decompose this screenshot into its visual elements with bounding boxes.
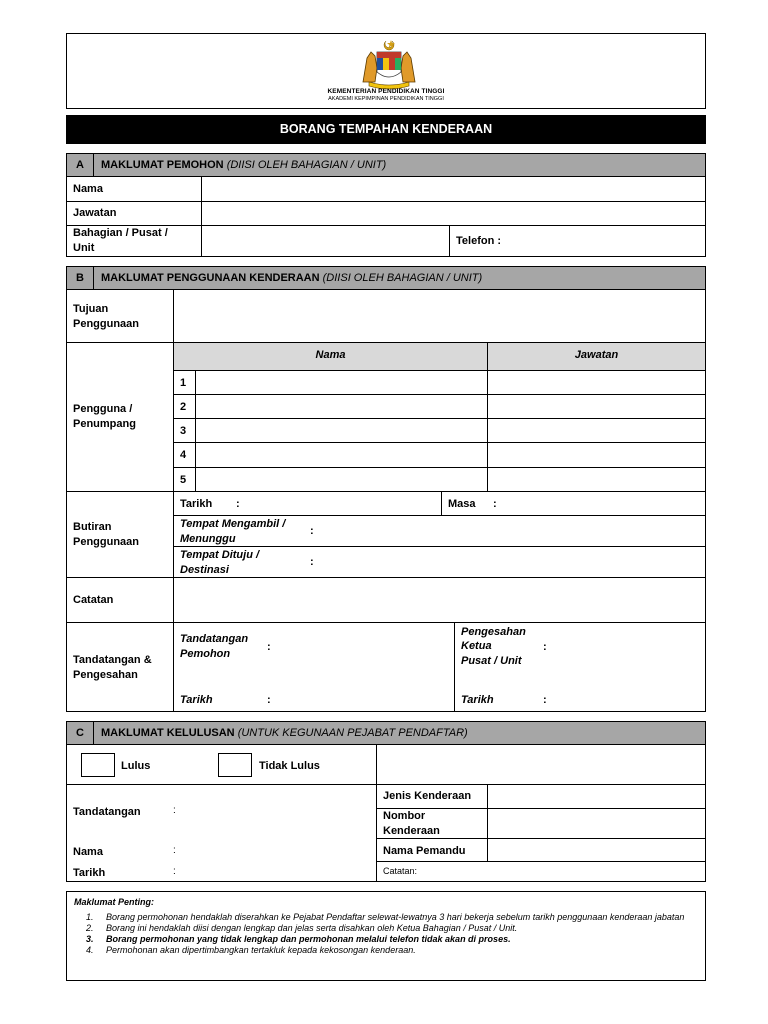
- label-butiran-1: Butiran: [73, 521, 112, 533]
- label-pengguna-1: Pengguna /: [73, 403, 133, 415]
- input-nombor-kenderaan[interactable]: [488, 809, 705, 838]
- label-jawatan: Jawatan: [73, 207, 117, 219]
- input-bahagian[interactable]: [202, 226, 449, 256]
- c-tarikh-colon: :: [173, 866, 176, 877]
- label-ttd-pemohon-2: Pemohon: [180, 648, 231, 660]
- label-tujuan-1: Tujuan: [73, 303, 109, 315]
- label-tujuan-2: Penggunaan: [73, 318, 140, 330]
- section-b-title: MAKLUMAT PENGGUNAAN KENDERAAN (DIISI OLEH BAHAGIAN / UNIT): [101, 272, 483, 284]
- input-jenis-kenderaan[interactable]: [488, 785, 705, 808]
- input-masa[interactable]: [500, 492, 705, 515]
- label-pengguna-2: Penumpang: [73, 418, 136, 430]
- input-c-tarikh[interactable]: [182, 862, 372, 880]
- input-pengguna-jawatan-4[interactable]: [488, 443, 705, 467]
- input-pengguna-nama-2[interactable]: [196, 395, 487, 418]
- input-pengguna-jawatan-3[interactable]: [488, 419, 705, 442]
- input-pengguna-jawatan-5[interactable]: [488, 468, 705, 491]
- tempat-ambil-colon: :: [310, 525, 314, 537]
- label-tandatangan-2: Pengesahan: [73, 669, 138, 681]
- input-c-nama[interactable]: [182, 840, 372, 860]
- form-title-bar: [66, 115, 706, 144]
- label-nombor-2: Kenderaan: [383, 825, 440, 837]
- notes-list: [70, 912, 698, 956]
- label-pengesahan-1: Pengesahan: [461, 626, 526, 638]
- row-num-3: 3: [180, 425, 187, 437]
- label-tidak-lulus: Tidak Lulus: [259, 760, 320, 772]
- label-tarikh-pemohon: Tarikh: [180, 694, 213, 706]
- label-c-tandatangan: Tandatangan: [73, 806, 141, 818]
- input-pengguna-nama-5[interactable]: [196, 468, 487, 491]
- header-box: [66, 33, 706, 109]
- input-tarikh-pemohon[interactable]: [276, 688, 451, 710]
- input-nama[interactable]: [202, 178, 705, 201]
- checkbox-tidak-lulus[interactable]: [218, 753, 252, 777]
- input-pengguna-jawatan-1[interactable]: [488, 371, 705, 394]
- label-tempat-tuju-2: Destinasi: [180, 564, 229, 576]
- section-c-title: MAKLUMAT KELULUSAN (UNTUK KEGUNAAN PEJABAT PENDAFTAR): [101, 727, 468, 739]
- notes-box: [66, 891, 706, 981]
- section-a-header: [66, 153, 706, 177]
- label-telefon: Telefon :: [456, 235, 502, 247]
- label-c-catatan: Catatan:: [383, 866, 418, 876]
- input-catatan[interactable]: [174, 578, 705, 622]
- c-nama-colon: :: [173, 845, 176, 856]
- academy-name: AKADEMI KEPIMPINAN PENDIDIKAN TINGGI: [328, 96, 444, 102]
- pengesahan-colon: :: [543, 641, 547, 653]
- label-lulus: Lulus: [121, 760, 151, 772]
- label-tempat-ambil-1: Tempat Mengambil /: [180, 518, 286, 530]
- input-pengguna-jawatan-2[interactable]: [488, 395, 705, 418]
- section-c-header: [66, 721, 706, 745]
- tarikh-pengesahan-colon: :: [543, 694, 547, 706]
- tempat-tuju-colon: :: [310, 556, 314, 568]
- row-num-4: 4: [180, 449, 187, 461]
- col-jawatan-header: Jawatan: [574, 349, 619, 361]
- label-pengesahan-2: Ketua: [461, 640, 492, 652]
- input-pengguna-nama-1[interactable]: [196, 371, 487, 394]
- row-num-1: 1: [180, 377, 187, 389]
- masa-colon: :: [493, 498, 497, 510]
- label-nama-pemandu: Nama Pemandu: [383, 845, 466, 857]
- coat-of-arms-icon: [359, 38, 419, 90]
- section-a-letter: A: [67, 154, 94, 176]
- ministry-name: KEMENTERIAN PENDIDIKAN TINGGI: [327, 88, 445, 95]
- input-tujuan[interactable]: [174, 291, 705, 342]
- section-c-letter: C: [67, 722, 94, 744]
- input-c-tandatangan[interactable]: [182, 790, 372, 825]
- label-tarikh-pengesahan: Tarikh: [461, 694, 494, 706]
- label-c-nama: Nama: [73, 846, 103, 858]
- section-b-header: [66, 266, 706, 290]
- label-bahagian-2: Unit: [73, 242, 95, 254]
- label-ttd-pemohon-1: Tandatangan: [180, 633, 249, 645]
- note-item: 2. Borang ini hendaklah diisi dengan lengkap dan jelas serta disahkan oleh Ketua Bahagian / Pusat / Unit.: [86, 923, 518, 933]
- checkbox-lulus[interactable]: [81, 753, 115, 777]
- c-tandatangan-colon: :: [173, 805, 176, 816]
- input-tempat-tuju[interactable]: [320, 547, 705, 577]
- label-bahagian-1: Bahagian / Pusat /: [73, 227, 168, 239]
- row-num-5: 5: [180, 474, 187, 486]
- input-tarikh-pengesahan[interactable]: [552, 688, 704, 710]
- input-pengguna-nama-3[interactable]: [196, 419, 487, 442]
- input-jawatan[interactable]: [202, 202, 705, 225]
- label-tandatangan-1: Tandatangan &: [73, 654, 152, 666]
- input-tarikh[interactable]: [244, 492, 441, 515]
- note-item: 3. Borang permohonan yang tidak lengkap dan permohonan melalui telefon tidak akan di proses.: [86, 934, 511, 944]
- input-pengguna-nama-4[interactable]: [196, 443, 487, 467]
- col-nama-header: Nama: [315, 349, 346, 361]
- label-nombor-1: Nombor: [383, 810, 426, 822]
- row-num-2: 2: [180, 401, 187, 413]
- label-pengesahan-3: Pusat / Unit: [461, 655, 522, 667]
- input-ttd-pemohon[interactable]: [276, 626, 451, 682]
- label-catatan: Catatan: [73, 594, 114, 606]
- form-title: BORANG TEMPAHAN KENDERAAN: [279, 122, 493, 136]
- label-tempat-tuju-1: Tempat Dituju /: [180, 549, 260, 561]
- label-nama: Nama: [73, 183, 103, 195]
- label-tempat-ambil-2: Menunggu: [180, 533, 236, 545]
- label-jenis-kenderaan: Jenis Kenderaan: [383, 790, 472, 802]
- note-item: 1. Borang permohonan hendaklah diserahkan ke Pejabat Pendaftar selewat-lewatnya 3 hari bekerja sebelum tarikh penggunaan kenderaan jabatan: [86, 912, 685, 922]
- input-tempat-ambil[interactable]: [320, 516, 705, 546]
- input-c-catatan[interactable]: [425, 863, 705, 881]
- note-item: 4. Permohonan akan dipertimbangkan tertakluk kepada kekosongan kenderaan.: [86, 945, 416, 955]
- input-nama-pemandu[interactable]: [488, 839, 705, 861]
- tarikh-pemohon-colon: :: [267, 694, 271, 706]
- input-pengesahan[interactable]: [552, 626, 704, 682]
- notes-title: Maklumat Penting:: [74, 897, 155, 907]
- input-telefon[interactable]: [510, 226, 705, 256]
- section-b-letter: B: [67, 267, 94, 289]
- section-a-title: MAKLUMAT PEMOHON (DIISI OLEH BAHAGIAN / UNIT): [101, 159, 387, 171]
- label-c-tarikh: Tarikh: [73, 867, 106, 879]
- ttd-pemohon-colon: :: [267, 641, 271, 653]
- label-masa: Masa: [448, 498, 476, 510]
- tarikh-colon: :: [236, 498, 240, 510]
- label-tarikh: Tarikh: [180, 498, 213, 510]
- label-butiran-2: Penggunaan: [73, 536, 140, 548]
